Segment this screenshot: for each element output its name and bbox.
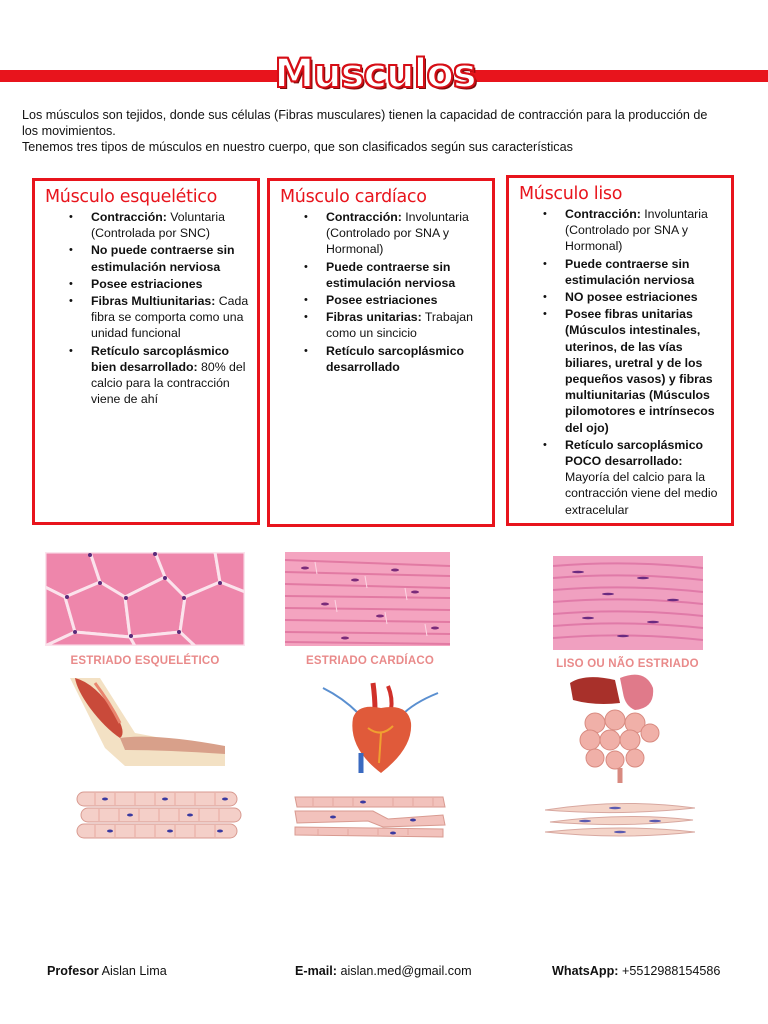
item-bold: Posee fibras unitarias (Músculos intestinales, uterinos, de las vías biliares, uretral y de los pequeños vasos) y fibras multiunitarias (Músculos pilomotores e intrínsecos del ojo) xyxy=(565,307,715,435)
footer-email xyxy=(295,964,472,978)
email-value[interactable]: aislan.med@gmail.com xyxy=(337,964,472,978)
footer-professor xyxy=(47,964,167,978)
box-title: Músculo esquelético xyxy=(45,187,217,207)
list-item xyxy=(45,242,249,274)
item-bold: Puede contraerse sin estimulación nerviosa xyxy=(565,256,695,287)
whatsapp-label: WhatsApp: xyxy=(552,964,619,978)
item-bold: Posee estriaciones xyxy=(326,293,438,308)
list-item xyxy=(519,256,723,288)
item-text: Involuntaria (Controlado por SNA y Hormonal) xyxy=(326,210,469,257)
list-item xyxy=(280,209,484,258)
item-bold: Fibras unitarias: xyxy=(326,310,422,325)
list-item xyxy=(280,343,484,375)
item-text: Mayoría del calcio para la contracción viene del medio extracelular xyxy=(565,470,718,517)
item-bold: Retículo sarcoplásmico desarrollado xyxy=(326,343,465,374)
item-text: Cada fibra se comporta como una unidad funcional xyxy=(91,294,249,341)
item-bold: Fibras Multiunitarias: xyxy=(91,294,216,309)
skeletal-histology-image xyxy=(45,552,245,646)
item-bold: Contracción: xyxy=(565,207,641,221)
page-title: Musculos xyxy=(274,51,476,97)
list-item xyxy=(519,206,723,255)
footer-whatsapp xyxy=(552,964,720,978)
intro-line-2: Tenemos tres tipos de músculos en nuestro cuerpo, que son clasificados según sus características xyxy=(22,140,573,154)
box-title: Músculo cardíaco xyxy=(280,187,427,207)
item-text: Trabajan como un sincicio xyxy=(326,310,473,341)
list-item xyxy=(45,343,249,408)
digestive-organs-illustration xyxy=(565,668,685,783)
box-skeletal-muscle xyxy=(32,178,260,525)
item-bold: Posee estriaciones xyxy=(91,276,203,291)
item-bold: Contracción: xyxy=(326,210,402,224)
list-item xyxy=(280,259,484,291)
smooth-fibers-illustration xyxy=(545,800,695,840)
caption-smooth: LISO OU NÃO ESTRIADO xyxy=(556,658,699,670)
email-label: E-mail: xyxy=(295,964,337,978)
cardiac-histology-image xyxy=(285,552,450,646)
caption-skeletal: ESTRIADO ESQUELÉTICO xyxy=(70,655,220,667)
cardiac-fibers-illustration xyxy=(293,793,448,838)
list-item xyxy=(280,309,484,341)
item-bold: No puede contraerse sin estimulación nerviosa xyxy=(91,243,235,274)
box-smooth-muscle xyxy=(506,175,734,526)
feature-list xyxy=(280,209,484,375)
intro-text xyxy=(22,107,722,155)
smooth-histology-image xyxy=(553,556,703,650)
list-item xyxy=(45,293,249,342)
list-item xyxy=(280,292,484,308)
arm-muscle-illustration xyxy=(65,678,230,770)
professor-name: Aislan Lima xyxy=(98,964,167,978)
feature-list xyxy=(519,206,723,518)
list-item xyxy=(45,276,249,292)
professor-label: Profesor xyxy=(47,964,99,978)
item-text: Voluntaria (Controlada por SNC) xyxy=(91,210,225,241)
heart-illustration xyxy=(313,678,448,778)
item-bold: Retículo sarcoplásmico POCO desarrollado: xyxy=(565,437,704,469)
item-bold: Puede contraerse sin estimulación nerviosa xyxy=(326,259,456,290)
feature-list xyxy=(45,209,249,407)
list-item xyxy=(519,306,723,436)
whatsapp-value[interactable]: +5512988154586 xyxy=(618,964,721,978)
item-bold: Contracción: xyxy=(91,210,167,224)
item-text: Involuntaria (Controlado por SNA y Hormonal) xyxy=(565,207,708,254)
box-cardiac-muscle xyxy=(267,178,495,527)
intro-line-1: Los músculos son tejidos, donde sus células (Fibras musculares) tienen la capacidad de contracción para la producción de los movimientos. xyxy=(22,108,708,138)
list-item xyxy=(519,289,723,305)
caption-cardiac: ESTRIADO CARDÍACO xyxy=(306,655,434,667)
title-banner xyxy=(274,46,476,102)
skeletal-fibers-illustration xyxy=(75,790,245,842)
list-item xyxy=(45,209,249,241)
item-bold: NO posee estriaciones xyxy=(565,290,698,305)
item-text: 80% del calcio para la contracción viene de ahí xyxy=(91,359,246,407)
box-title: Músculo liso xyxy=(519,184,623,204)
list-item xyxy=(519,437,723,518)
item-bold: Retículo sarcoplásmico bien desarrollado: xyxy=(91,343,230,374)
